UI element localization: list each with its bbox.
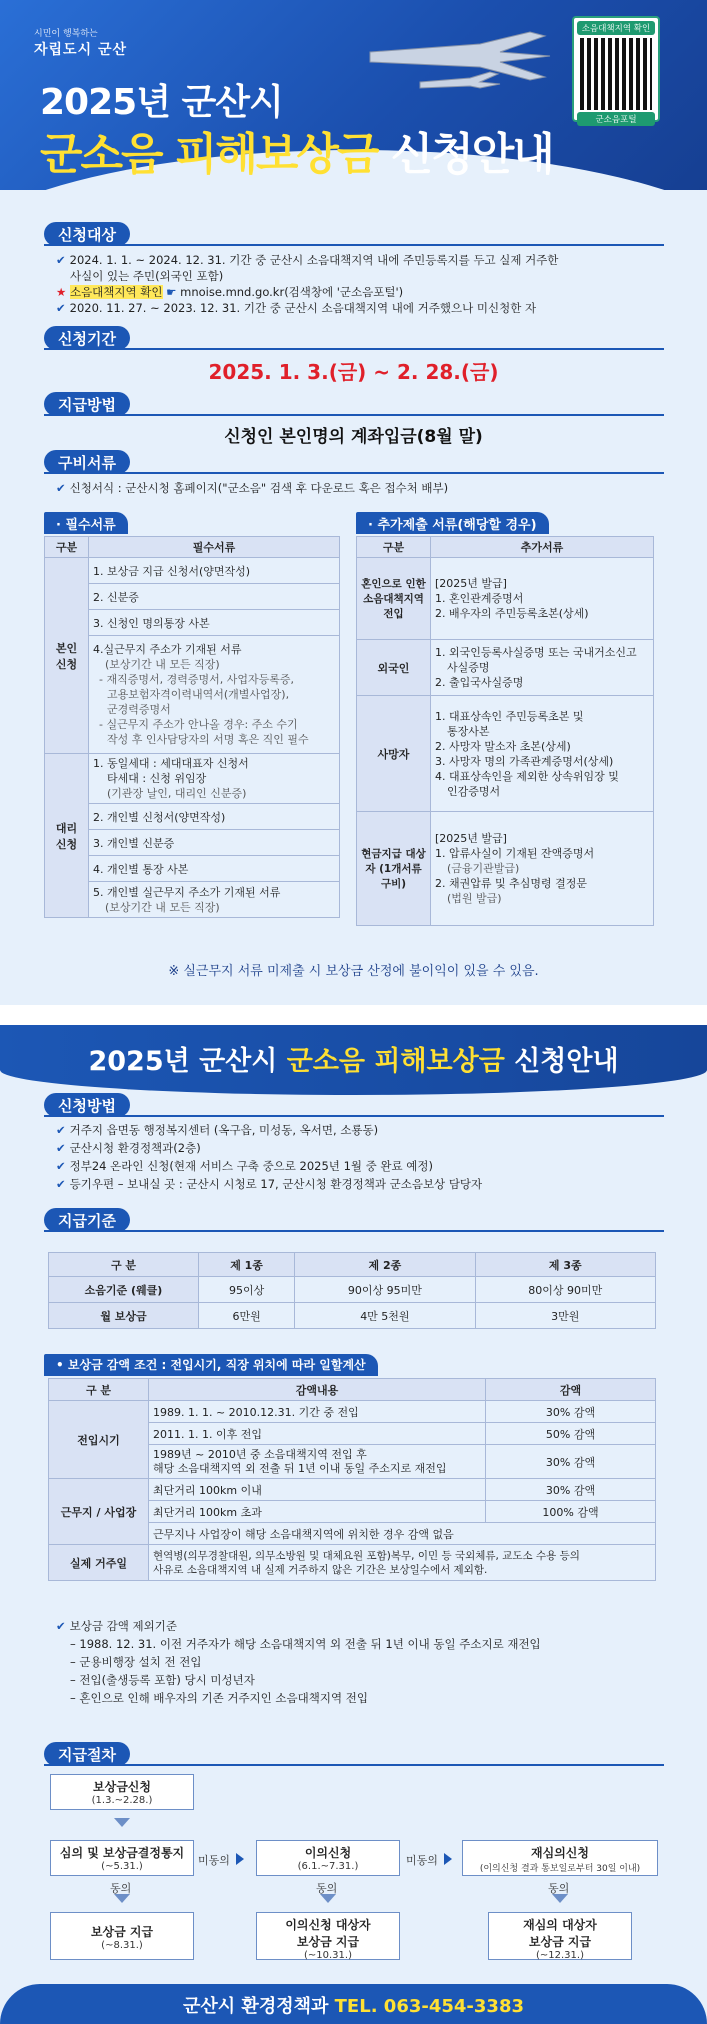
label-agree-1: 동의 <box>110 1882 132 1895</box>
req-cat-self: 본인 신청 <box>45 558 89 754</box>
req-row-4-line4: 고용보험자격이력내역서(개별사업장), <box>107 688 290 701</box>
target-link[interactable]: mnoise.mnd.go.kr(검색창에 '군소음포털') <box>180 285 404 299</box>
add-row-marriage <box>431 558 654 640</box>
target-item-3 <box>56 300 536 316</box>
red-r3-text <box>149 1445 486 1479</box>
exclusion-title-text: 보상금 감액 제외기준 <box>69 1619 177 1633</box>
req-header-category: 구분 <box>45 537 89 558</box>
add-row-4-line1: [2025년 발급] <box>435 832 507 845</box>
std-h-1: 제 1종 <box>199 1253 295 1277</box>
flow-payment-1 <box>50 1912 194 1960</box>
method-2 <box>56 1140 201 1156</box>
badge-required-docs: · 필수서류 <box>44 512 128 534</box>
flow-payment-3 <box>488 1912 632 1960</box>
req-row-2: 2. 신분증 <box>89 584 340 610</box>
rule-payment <box>44 414 664 416</box>
red-r3-amount: 30% 감액 <box>486 1445 656 1479</box>
hero-title-line2 <box>40 118 553 182</box>
rule-standard <box>44 1230 664 1232</box>
arrow-down-icon <box>114 1818 130 1827</box>
qr-label-top: 소음대책지역 확인 <box>577 21 655 35</box>
std-r2-1: 6만원 <box>199 1303 295 1329</box>
hero-title-line1: 2025년 군산시 <box>40 82 283 123</box>
check-icon: ✔ <box>56 1123 66 1137</box>
flow-objection-date: (6.1.~7.31.) <box>297 1861 359 1872</box>
red-cat-work: 근무지 / 사업장 <box>49 1479 149 1545</box>
flow-payment-3-date: (~12.31.) <box>536 1950 584 1961</box>
std-r1-0: 소음기준 (웨클) <box>49 1277 199 1303</box>
footer-department: 군산시 환경정책과 <box>183 1996 329 2017</box>
red-r7-line1: 현역병(의무경찰대원, 의무소방원 및 대체요원 포함)복무, 이민 등 국외체류, 교도소 수용 등의 <box>153 1549 580 1562</box>
method-3-text: 정부24 온라인 신청(현재 서비스 구축 중으로 2025년 1월 중 완료 예정) <box>69 1159 433 1173</box>
req-row-6: 2. 개인별 신청서(양면작성) <box>89 804 340 830</box>
add-cat-foreigner: 외국인 <box>357 640 431 696</box>
red-h-0: 구 분 <box>49 1379 149 1401</box>
flow-apply <box>50 1774 194 1810</box>
badge-period: 신청기간 <box>44 326 130 350</box>
flow-payment-1-title: 보상금 지급 <box>90 1925 154 1939</box>
label-agree-3: 동의 <box>548 1882 570 1895</box>
flow-reappeal-title: 재심의신청 <box>531 1846 589 1860</box>
req-row-9-line1: 5. 개인별 실근무지 주소가 기재된 서류 <box>93 885 281 899</box>
method-4-text: 등기우편 – 보내실 곳 : 군산시 시청로 17, 군산시청 환경정책과 군소음보상 담당자 <box>69 1177 483 1191</box>
add-row-3-line5: 4. 대표상속인을 제외한 상속위임장 및 <box>435 769 619 783</box>
flow-reappeal <box>462 1840 658 1876</box>
req-row-5-line1: 1. 동일세대 : 세대대표자 신청서 <box>93 757 249 770</box>
req-row-1: 1. 보상금 지급 신청서(양면작성) <box>89 558 340 584</box>
req-row-9-line2: (보상기간 내 모든 직장) <box>105 900 220 914</box>
method-4 <box>56 1176 482 1192</box>
section2-title-suffix: 신청안내 <box>514 1046 619 1077</box>
add-row-2-line1: 1. 외국인등록사실증명 또는 국내거소신고 <box>435 646 637 659</box>
arrow-down-icon <box>552 1894 568 1903</box>
exclusion-4: – 혼인으로 인해 배우자의 기존 거주지인 소음대책지역 전입 <box>70 1691 368 1705</box>
required-docs-table <box>44 536 340 918</box>
add-row-4-line2: 1. 압류사실이 기재된 잔액증명서 <box>435 847 595 860</box>
red-r7-text <box>149 1545 656 1581</box>
qr-code-icon <box>580 38 652 110</box>
additional-docs-table <box>356 536 654 926</box>
flow-objection-title: 이의신청 <box>304 1846 352 1860</box>
arrow-right-icon <box>236 1853 244 1865</box>
add-row-1-line2: 1. 혼인관계증명서 <box>435 592 524 605</box>
exclusion-3: – 전입(출생등록 포함) 당시 미성년자 <box>70 1673 255 1687</box>
red-cat-move: 전입시기 <box>49 1401 149 1479</box>
logo-slogan: 시민이 행복하는 <box>34 29 98 39</box>
add-cat-cash: 현금지급 대상자 (1개서류 구비) <box>357 812 431 926</box>
section-gap <box>0 1005 707 1025</box>
target-item-1b: 사실이 있는 주민(외국인 포함) <box>70 269 224 283</box>
red-h-1: 감액내용 <box>149 1379 486 1401</box>
section2-title-highlight: 군소음 피해보상금 <box>286 1046 505 1077</box>
red-r4-amount: 30% 감액 <box>486 1479 656 1501</box>
add-row-1-line3: 2. 배우자의 주민등록초본(상세) <box>435 607 589 620</box>
add-row-foreigner <box>431 640 654 696</box>
req-cat-proxy: 대리 신청 <box>45 754 89 918</box>
std-r2-3: 3만원 <box>475 1303 655 1329</box>
req-row-7: 3. 개인별 신분증 <box>89 830 340 856</box>
add-row-1-line1: [2025년 발급] <box>435 577 507 590</box>
red-r2-amount: 50% 감액 <box>486 1423 656 1445</box>
document-note: ※ 실근무지 서류 미제출 시 보상금 산정에 불이익이 있을 수 있음. <box>168 964 539 979</box>
check-icon: ✔ <box>56 1619 66 1633</box>
method-3 <box>56 1158 433 1174</box>
std-h-0: 구 분 <box>49 1253 199 1277</box>
req-row-3: 3. 신청인 명의통장 사본 <box>89 610 340 636</box>
std-r2-0: 월 보상금 <box>49 1303 199 1329</box>
req-row-5-line3: (기관장 날인, 대리인 신분증) <box>107 787 247 800</box>
req-row-4 <box>89 636 340 754</box>
req-row-9 <box>89 882 340 918</box>
red-r5-amount: 100% 감액 <box>486 1501 656 1523</box>
add-row-cash <box>431 812 654 926</box>
add-row-3-line3: 2. 사망자 말소자 초본(상세) <box>435 739 571 753</box>
flow-review-date: (~5.31.) <box>101 1861 143 1872</box>
check-icon: ✔ <box>56 253 66 267</box>
req-row-5 <box>89 754 340 804</box>
rule-process <box>44 1764 664 1766</box>
arrow-down-icon <box>320 1894 336 1903</box>
req-row-4-line6: - 실근무지 주소가 안나올 경우: 주소 수기 <box>99 718 298 731</box>
rule-method <box>44 1115 664 1117</box>
payment-text: 신청인 본인명의 계좌입금(8월 말) <box>224 427 483 447</box>
add-row-4-line5: (법원 발급) <box>447 892 502 905</box>
footer-contact <box>0 1984 707 2024</box>
hero-title-highlight: 군소음 피해보상금 <box>40 129 378 180</box>
reduction-table <box>48 1378 656 1581</box>
req-row-4-line7: 작성 후 인사담당자의 서명 혹은 직인 필수 <box>107 733 309 746</box>
badge-method: 신청방법 <box>44 1093 130 1117</box>
badge-standard: 지급기준 <box>44 1208 130 1232</box>
arrow-right-icon <box>444 1853 452 1865</box>
exclusion-2: – 군용비행장 설치 전 전입 <box>70 1655 202 1669</box>
red-r4-text: 최단거리 100km 이내 <box>149 1479 486 1501</box>
hero-banner <box>0 0 707 190</box>
exclusion-title <box>56 1618 177 1634</box>
badge-process: 지급절차 <box>44 1742 130 1766</box>
std-h-2: 제 2종 <box>295 1253 475 1277</box>
exclusion-1: – 1988. 12. 31. 이전 거주자가 해당 소음대책지역 외 전출 뒤 1년 이내 동일 주소지로 재전입 <box>70 1637 541 1651</box>
req-row-4-note: (보상기간 내 모든 직장) <box>105 658 220 671</box>
arrow-down-icon <box>114 1894 130 1903</box>
add-row-4-line3: (금융기관발급) <box>447 862 520 875</box>
add-row-3-line1: 1. 대표상속인 주민등록초본 및 <box>435 709 584 723</box>
label-agree-2: 동의 <box>316 1882 338 1895</box>
section2-title-year: 2025년 군산시 <box>88 1046 278 1077</box>
flow-review-title: 심의 및 보상금결정통지 <box>59 1846 185 1860</box>
flow-objection <box>256 1840 400 1876</box>
badge-documents: 구비서류 <box>44 450 130 474</box>
star-icon: ★ <box>56 285 67 299</box>
red-cat-residence: 실제 거주일 <box>49 1545 149 1581</box>
label-disagree-1: 미동의 <box>198 1854 230 1867</box>
req-row-5-line2: 타세대 : 신청 위임장 <box>107 772 207 785</box>
add-row-3-line2: 통장사본 <box>447 724 490 738</box>
target-text-1: 2024. 1. 1. ~ 2024. 12. 31. 기간 중 군산시 소음대책지역 내에 주민등록지를 두고 실제 거주한 <box>69 253 559 267</box>
flow-payment-2-title2: 보상금 지급 <box>296 1935 360 1949</box>
section2-title <box>0 1039 707 1078</box>
logo-title: 자립도시 군산 <box>34 42 128 58</box>
target-item-2 <box>56 284 403 300</box>
red-r3-line2: 해당 소음대책지역 외 전출 뒤 1년 이내 동일 주소지로 재전입 <box>153 1461 447 1475</box>
add-row-3-line4: 3. 사망자 명의 가족관계증명서(상세) <box>435 754 614 768</box>
target-item-1 <box>56 252 558 268</box>
add-row-2-line3: 2. 출입국사실증명 <box>435 676 524 689</box>
qr-label-bottom: 군소음포털 <box>577 112 655 126</box>
method-1-text: 거주지 읍면동 행정복지센터 (옥구읍, 미성동, 옥서면, 소룡동) <box>69 1123 379 1137</box>
add-cat-marriage: 혼인으로 인한 소음대책지역 전입 <box>357 558 431 640</box>
std-r2-2: 4만 5천원 <box>295 1303 475 1329</box>
req-row-4-title: 4.실근무지 주소가 기재된 서류 <box>93 643 242 656</box>
check-icon: ✔ <box>56 1177 66 1191</box>
documents-form-text: 신청서식 : 군산시청 홈페이지("군소음" 검색 후 다운로드 혹은 접수처 배부) <box>69 481 449 495</box>
req-row-4-line5: 군경력증명서 <box>107 703 171 716</box>
hero-title-suffix: 신청안내 <box>390 129 553 180</box>
method-1 <box>56 1122 378 1138</box>
flow-reappeal-date: (이의신청 결과 통보일로부터 30일 이내) <box>479 1864 641 1874</box>
documents-form <box>56 480 448 496</box>
check-icon: ✔ <box>56 1141 66 1155</box>
section2-banner <box>0 1025 707 1095</box>
std-r1-3: 80이상 90미만 <box>475 1277 655 1303</box>
badge-reduction: • 보상금 감액 조건 : 전입시기, 직장 위치에 따라 일할계산 <box>44 1354 378 1376</box>
flow-payment-2-title1: 이의신청 대상자 <box>285 1918 371 1932</box>
label-disagree-2: 미동의 <box>406 1854 438 1867</box>
req-row-4-line3: - 재직증명서, 경력증명서, 사업자등록증, <box>99 673 294 686</box>
red-r2-text: 2011. 1. 1. 이후 전입 <box>149 1423 486 1445</box>
target-text-2a: 소음대책지역 확인 <box>69 285 163 299</box>
check-icon: ✔ <box>56 301 66 315</box>
add-row-deceased <box>431 696 654 812</box>
req-row-8: 4. 개인별 통장 사본 <box>89 856 340 882</box>
flow-payment-3-title1: 재심의 대상자 <box>523 1918 597 1932</box>
flow-payment-1-date: (~8.31.) <box>101 1940 143 1951</box>
flow-apply-title: 보상금신청 <box>93 1780 151 1794</box>
flow-payment-3-title2: 보상금 지급 <box>528 1935 592 1949</box>
req-header-docs: 필수서류 <box>89 537 340 558</box>
flow-payment-2-date: (~10.31.) <box>304 1950 352 1961</box>
red-r5-text: 최단거리 100km 초과 <box>149 1501 486 1523</box>
add-row-2-line2: 사실증명 <box>447 661 490 674</box>
std-r1-2: 90이상 95미만 <box>295 1277 475 1303</box>
flow-apply-date: (1.3.~2.28.) <box>91 1795 153 1806</box>
badge-target: 신청대상 <box>44 222 130 246</box>
rule-period <box>44 348 664 350</box>
check-icon: ✔ <box>56 1159 66 1173</box>
add-row-4-line4: 2. 채권압류 및 추심명령 결정문 <box>435 877 587 890</box>
red-r7-line2: 사유로 소음대책지역 내 실제 거주하지 않은 기간은 보상일수에서 제외함. <box>153 1563 488 1576</box>
badge-payment: 지급방법 <box>44 392 130 416</box>
footer-phone[interactable]: TEL. 063-454-3383 <box>334 1996 524 2017</box>
flow-payment-2 <box>256 1912 400 1960</box>
method-2-text: 군산시청 환경정책과(2층) <box>69 1141 201 1155</box>
pointer-icon: ☛ <box>166 285 177 299</box>
city-logo <box>34 26 127 59</box>
qr-code-box[interactable] <box>572 16 660 125</box>
add-cat-deceased: 사망자 <box>357 696 431 812</box>
std-r1-1: 95이상 <box>199 1277 295 1303</box>
rule-target <box>44 244 664 246</box>
period-text: 2025. 1. 3.(금) ~ 2. 28.(금) <box>208 360 499 384</box>
red-r1-text: 1989. 1. 1. ~ 2010.12.31. 기간 중 전입 <box>149 1401 486 1423</box>
check-icon: ✔ <box>56 481 66 495</box>
std-h-3: 제 3종 <box>475 1253 655 1277</box>
target-text-3: 2020. 11. 27. ~ 2023. 12. 31. 기간 중 군산시 소음대책지역 내에 거주했으나 미신청한 자 <box>69 301 537 315</box>
red-r1-amount: 30% 감액 <box>486 1401 656 1423</box>
add-row-3-line6: 인감증명서 <box>447 784 501 798</box>
red-h-2: 감액 <box>486 1379 656 1401</box>
badge-additional-docs: · 추가제출 서류(해당할 경우) <box>356 512 549 534</box>
flow-review <box>50 1840 194 1876</box>
red-r6-text: 근무지나 사업장이 해당 소음대책지역에 위치한 경우 감액 없음 <box>149 1523 656 1545</box>
rule-documents <box>44 472 664 474</box>
add-header-docs: 추가서류 <box>431 537 654 558</box>
fighter-jet-icon <box>360 22 560 102</box>
standard-table <box>48 1252 656 1329</box>
add-header-category: 구분 <box>357 537 431 558</box>
red-r3-line1: 1989년 ~ 2010년 중 소음대책지역 전입 후 <box>153 1447 367 1461</box>
